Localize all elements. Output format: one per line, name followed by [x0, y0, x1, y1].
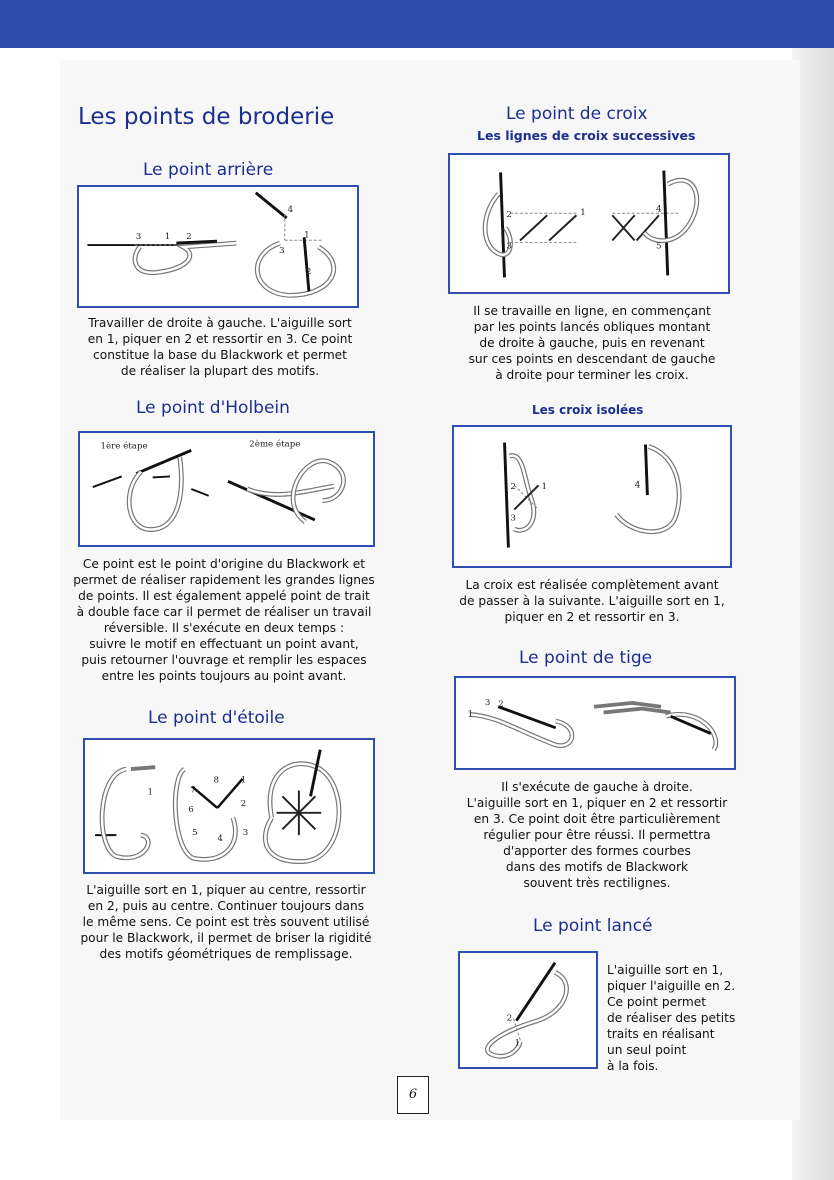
text-tige: Il s'exécute de gauche à droite. L'aiguille sort en 1, piquer en 2 et ressortir en 3. Ce point doit être particulièrement régulier pour être réussi. Il permettra d'apporter des formes courbes dans des motifs de Blackwork souvent très rectilignes. [466, 780, 728, 890]
label-2: 2 [240, 799, 247, 809]
text-holbein: Ce point est le point d'origine du Blackwork et permet de réaliser rapidement les grandes lignes de points. Il est également appelé point de trait à double face car il permet de réaliser un travail réversible. Il s'exécute en deux temps : suivre le motif en effectuant un point avant, puis retourner l'ouvrage et remplir les espaces entre les points toujours au point avant. [73, 557, 375, 683]
page-title: Les points de broderie [78, 104, 335, 130]
diagram-arriere [79, 187, 357, 306]
diagram-etoile [85, 740, 373, 872]
label-1: 1 [580, 208, 586, 219]
label-3b: 3 [278, 245, 285, 256]
illustration-point-holbein [78, 431, 375, 547]
diagram-croix-isolees [454, 427, 730, 566]
label-7: 7 [190, 785, 196, 796]
illustration-point-tige [454, 676, 736, 770]
label-4: 4 [656, 204, 662, 215]
label-2: 2 [506, 210, 512, 221]
label-5: 5 [192, 828, 198, 839]
label-2: 2 [186, 232, 192, 243]
step2-label: 2ème étape [249, 439, 301, 450]
section-title-arriere: Le point arrière [143, 160, 274, 180]
section-title-tige: Le point de tige [519, 648, 653, 668]
label-3: 3 [135, 232, 142, 243]
illustration-point-lance [458, 951, 598, 1069]
label-1: 1 [164, 232, 171, 243]
label-3: 3 [506, 241, 512, 252]
label-2: 2 [506, 1013, 513, 1024]
label-1b: 1 [304, 230, 310, 241]
label-2b: 2 [306, 267, 312, 278]
section-title-holbein: Le point d'Holbein [136, 398, 290, 418]
label-3: 3 [510, 513, 516, 524]
illustration-croix-isolees [452, 425, 732, 568]
subtitle-croix-isolees: Les croix isolées [532, 403, 644, 417]
subtitle-lignes-croix: Les lignes de croix successives [477, 128, 696, 143]
label-3: 3 [484, 697, 491, 708]
label-1b: 1 [240, 775, 247, 786]
label-1: 1 [514, 1038, 521, 1049]
illustration-point-etoile [83, 738, 375, 874]
label-3: 3 [242, 828, 249, 839]
label-2: 2 [510, 482, 516, 493]
label-1: 1 [467, 709, 474, 720]
header-bar [0, 0, 834, 48]
label-2: 2 [498, 699, 504, 710]
text-lance: L'aiguille sort en 1, piquer l'aiguille en 2. Ce point permet de réaliser des petits traits en réalisant un seul point à la fois. [607, 963, 736, 1073]
text-arriere: Travailler de droite à gauche. L'aiguille sort en 1, piquer en 2 et ressortir en 3. Ce point constitue la base du Blackwork et permet de réaliser la plupart des motifs. [87, 316, 353, 378]
label-8: 8 [213, 775, 220, 786]
label-4: 4 [634, 480, 641, 491]
section-title-lance: Le point lancé [533, 916, 653, 936]
text-lignes-croix: Il se travaille en ligne, en commençant par les points lancés obliques montant de droite à gauche, puis en revenant sur ces points en descendant de gauche à droite pour terminer les croix. [468, 304, 716, 382]
diagram-tige [456, 678, 734, 768]
diagram-lance [460, 953, 596, 1067]
diagram-lignes-croix [450, 155, 728, 292]
label-6: 6 [188, 804, 194, 815]
illustration-lignes-croix [448, 153, 730, 294]
section-title-croix: Le point de croix [506, 104, 648, 124]
label-4: 4 [217, 833, 223, 844]
label-1: 1 [541, 482, 548, 493]
section-title-etoile: Le point d'étoile [148, 708, 285, 728]
label-1: 1 [147, 787, 154, 798]
label-4: 4 [287, 205, 294, 216]
text-croix-isolees: La croix est réalisée complètement avant de passer à la suivante. L'aiguille sort en 1, piquer en 2 et ressortir en 3. [459, 578, 725, 624]
step1-label: 1ère étape [100, 441, 148, 452]
illustration-point-arriere [77, 185, 359, 308]
page-number: 6 [397, 1076, 429, 1114]
diagram-holbein [80, 433, 373, 545]
label-5: 5 [656, 241, 662, 252]
text-etoile: L'aiguille sort en 1, piquer au centre, ressortir en 2, puis au centre. Continuer toujours dans le même sens. Ce point est très souvent utilisé pour le Blackwork, il permet de briser la rigidité des motifs géométriques de remplissage. [80, 883, 372, 961]
